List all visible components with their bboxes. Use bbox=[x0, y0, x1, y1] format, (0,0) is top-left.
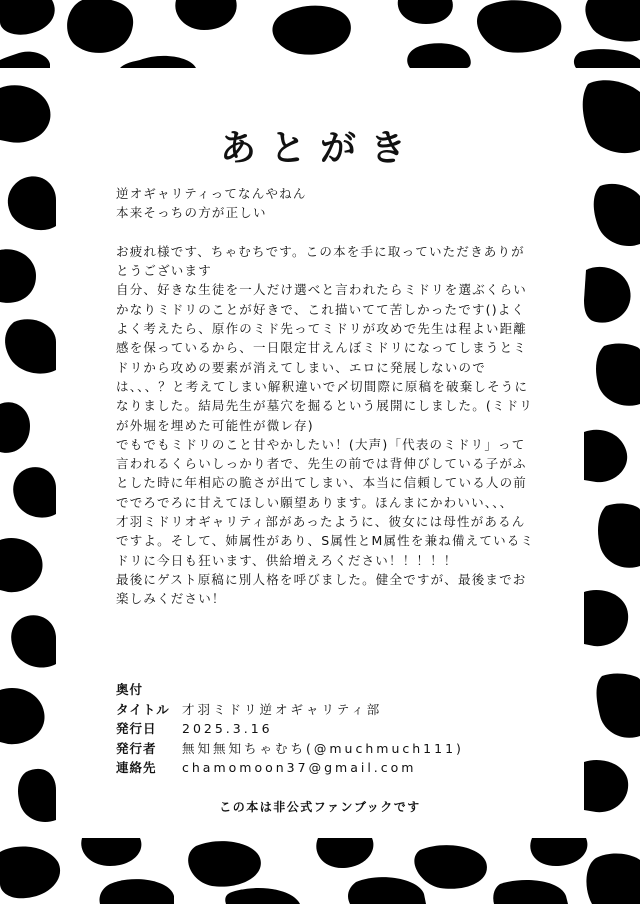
colophon-label: 発行日 bbox=[116, 721, 157, 736]
colophon-label: タイトル bbox=[116, 701, 170, 717]
colophon-row bbox=[116, 739, 546, 759]
colophon-row bbox=[116, 758, 546, 778]
page-title: あとがき bbox=[219, 128, 420, 169]
colophon-value: chamomoon37@gmail.com bbox=[182, 760, 417, 775]
afterword-page bbox=[58, 68, 582, 834]
afterword-body: 逆オギャリティってなんやねん 本来そっちの方が正しい お疲れ様です、ちゃむちです。この本を手に取っていただきありがとうございます 自分、好きな生徒を一人だけ選べと言われたらミドリを選ぶくらいかなりミドリのことが好きで、これ描いてて苦しかったです()よくよく考えたら、原作のミド先ってミドリが攻めで先生は程よい距離感を保っているから、一日限定甘えんぼミドリになってしまうとミドリから攻めの要素が消えてしまい、エロに発展しないのでは、、、？と考えてしまい解釈違いで〆切間際に原稿を破棄しそうになりました。結局先生が墓穴を掘るという展開にしました。(ミドリが外堀を埋めた可能性が微レ存) でもでもミドリのこと甘やかしたい！(大声)「代表のミドリ」って言われるくらいしっかり者で、先生の前では背伸びしている子がふとした時に年相応の脆さが出てしまい、本当に信頼している人の前ででろでろに甘えてほしい願望あります。ほんまにかわいい、、、 才羽ミドリオギャリティ部があったように、彼女には母性があるんですよ。そして、姉属性があり、S属性とM属性を兼ね備えているミドリに今日も狂います、供給増えろください！！！！！ 最後にゲスト原稿に別人格を呼びました。健全ですが、最後までお楽しみください！ bbox=[116, 186, 535, 607]
colophon-heading: 奥付 bbox=[116, 682, 144, 697]
colophon-label: 発行者 bbox=[116, 740, 157, 756]
colophon-row bbox=[116, 719, 546, 739]
colophon-heading-row bbox=[116, 680, 546, 700]
colophon-label: 連絡先 bbox=[116, 760, 157, 775]
colophon-row bbox=[116, 700, 546, 720]
colophon-value: 2025.3.16 bbox=[182, 721, 273, 736]
colophon-value: 無知無知ちゃむち(@muchmuch111) bbox=[182, 740, 464, 756]
colophon-value: 才羽ミドリ逆オギャリティ部 bbox=[182, 701, 383, 717]
colophon bbox=[116, 680, 546, 778]
footer-note: この本は非公式ファンブックです bbox=[219, 800, 421, 814]
